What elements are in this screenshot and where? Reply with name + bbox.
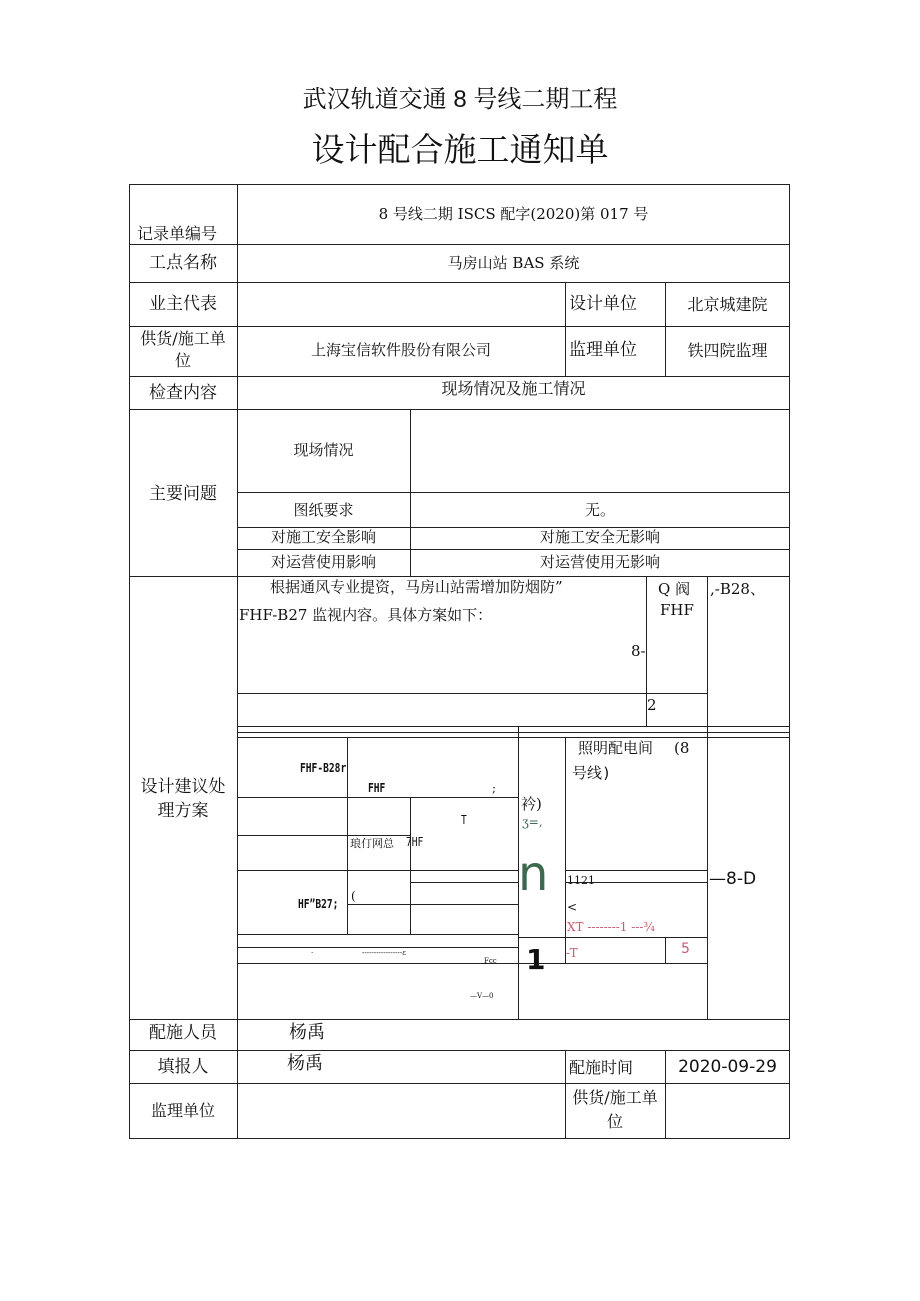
supervisor-value: 铁四院监理 [687, 341, 768, 360]
issue-drawing-label: 图纸要求 [293, 501, 354, 519]
dot-mark: · [311, 949, 314, 957]
issue-construction-value: 对施工安全无影响 [539, 528, 660, 546]
lighting-room-line: 号线) [572, 764, 612, 782]
record-no-label: 记录单编号 [137, 224, 218, 243]
green-mark: ʒ=, [522, 815, 543, 829]
advice-num-2: 2 [647, 696, 657, 714]
design-unit-value: 北京城建院 [687, 295, 768, 314]
issue-operation-label: 对运营使用影响 [270, 553, 376, 571]
site-name-label: 工点名称 [149, 253, 217, 273]
owner-rep-label: 业主代表 [149, 294, 217, 314]
advice-num-8: 8- [631, 642, 646, 660]
semicolon-mark: ; [492, 781, 497, 795]
document-title: 设计配合施工通知单 [311, 131, 609, 168]
hf-b27-label: HF”B27; [298, 897, 339, 911]
hf-mark: 7HF [406, 835, 424, 849]
five-mark: 5 [681, 941, 690, 957]
ling-mark: 衿) [521, 795, 542, 813]
fcc-mark: Fcc [484, 957, 497, 965]
lighting-room-label: 照明配电间 [578, 739, 654, 757]
check-content-value: 现场情况及施工情况 [441, 379, 586, 398]
issue-site-label: 现场情况 [293, 441, 354, 459]
supplier-label-line1: 供货/施工单 [140, 329, 226, 348]
t-dash: -T [566, 946, 578, 960]
t-letter: T [461, 813, 467, 827]
supplier-value: 上海宝信软件股份有限公司 [310, 341, 491, 359]
project-title: 武汉轨道交通 8 号线二期工程 [302, 86, 618, 113]
n-mark: n [518, 846, 549, 902]
xt-line: XT --------1 ---¾ [567, 920, 656, 934]
v0-mark: —V—0 [470, 992, 494, 1000]
advice-paragraph-line2: FHF-B27 监视内容。具体方案如下： [239, 606, 493, 624]
filler-value: 杨禹 [287, 1053, 323, 1074]
coord-time-label: 配施时间 [569, 1058, 634, 1077]
coord-time-value: 2020-09-29 [678, 1057, 777, 1077]
paren-mark: ( [351, 889, 356, 903]
design-advice-label-line2: 理方案 [157, 801, 209, 821]
supplier-label-line2: 位 [174, 351, 191, 370]
one-mark: 1 [526, 943, 546, 976]
lang-text: 琅仃网总 [350, 837, 394, 850]
supervisor-label: 监理单位 [569, 340, 637, 360]
dash-mark: -----------------ε [362, 949, 406, 957]
check-content-label: 检查内容 [149, 383, 217, 403]
main-issues-label: 主要问题 [149, 484, 217, 504]
filler-label: 填报人 [157, 1057, 209, 1077]
issue-construction-label: 对施工安全影响 [270, 528, 376, 546]
issue-drawing-value: 无。 [584, 501, 615, 519]
advice-fhf: FHF [660, 601, 694, 619]
supervisor2-label: 监理单位 [150, 1101, 215, 1120]
num-1121: 1121 [567, 874, 595, 887]
advice-q-valve: Q 阀 [658, 580, 691, 598]
lighting-room-paren: (8 [674, 739, 690, 757]
design-unit-label: 设计单位 [569, 294, 637, 314]
eight-d-mark: —8-D [709, 869, 757, 889]
design-advice-label-line1: 设计建议处 [140, 777, 226, 797]
advice-b28: ,-B28、 [710, 580, 765, 598]
coordinator-value: 杨禹 [289, 1022, 325, 1043]
issue-operation-value: 对运营使用无影响 [539, 553, 660, 571]
coordinator-label: 配施人员 [149, 1023, 217, 1043]
supplier2-label-line2: 位 [606, 1112, 623, 1131]
advice-paragraph-line1: 根据通风专业提资，马房山站需增加防烟防” [270, 578, 563, 596]
supplier2-label-line1: 供货/施工单 [572, 1088, 658, 1107]
lt-mark: < [567, 900, 578, 914]
record-no-value: 8 号线二期 ISCS 配字(2020)第 017 号 [378, 205, 649, 223]
fhf-b28r-label: FHF-B28r [300, 761, 347, 775]
site-name-value: 马房山站 BAS 系统 [447, 254, 580, 272]
fhf-label: FHF [368, 781, 386, 795]
